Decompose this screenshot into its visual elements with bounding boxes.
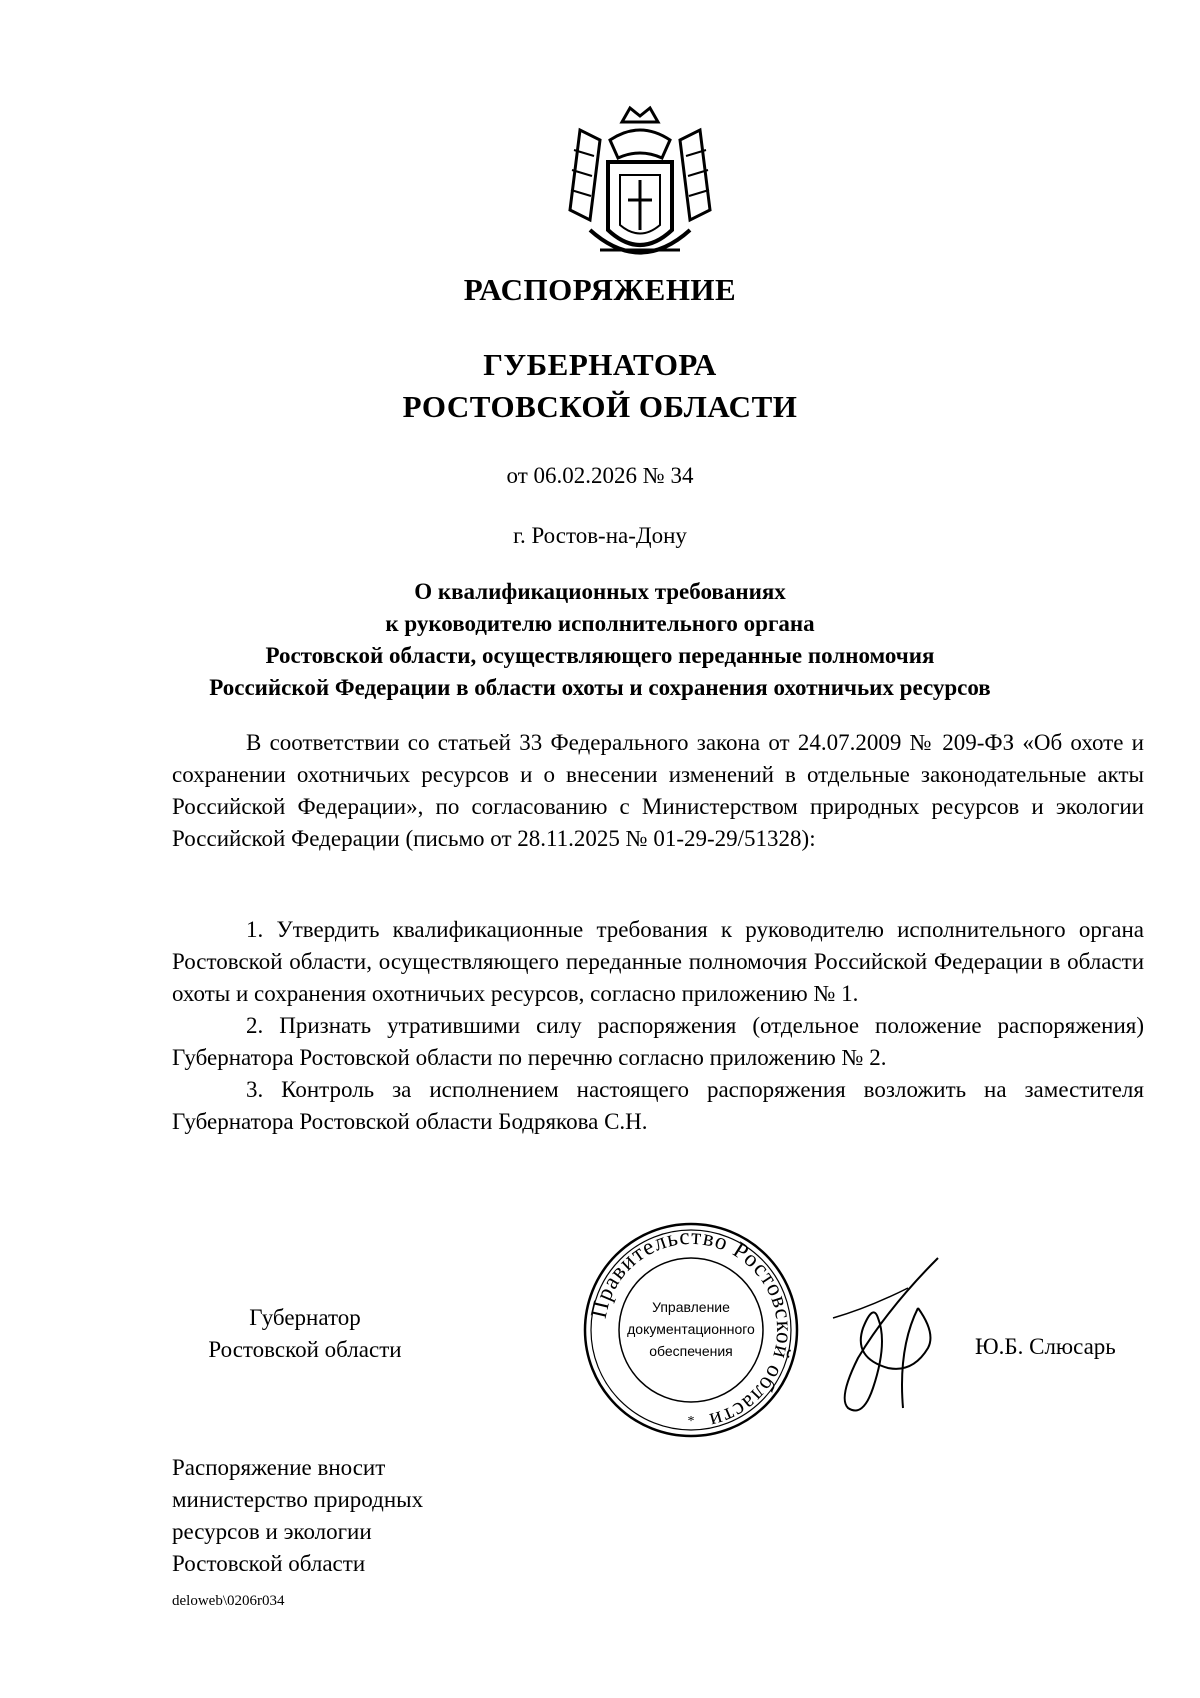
handwritten-signature <box>818 1248 958 1418</box>
signatory-position <box>170 1302 440 1366</box>
items-block <box>172 914 1144 1138</box>
stamp-center-line-1: Управление <box>652 1299 730 1315</box>
issuer-line-2: РОСТОВСКОЙ ОБЛАСТИ <box>402 389 798 424</box>
document-id: deloweb\0206r034 <box>172 1593 285 1609</box>
issuer-line-1: ГУБЕРНАТОРА <box>483 347 717 382</box>
subject-line-3: Ростовской области, осуществляющего переданные полномочия <box>265 643 935 668</box>
svg-text:*: * <box>687 1414 695 1429</box>
item-1: 1. Утвердить квалификационные требования к руководителю исполнительного органа Ростовской области, осуществляющего переданные полномочия Российской Федерации в области охоты и сохранения охотничьих ресурсов, согласно приложению № 1. <box>172 917 1144 1006</box>
item-3: 3. Контроль за исполнением настоящего распоряжения возложить на заместителя Губернатора Ростовской области Бодрякова С.Н. <box>172 1077 1144 1134</box>
subject-line-2: к руководителю исполнительного органа <box>385 611 815 636</box>
official-stamp <box>581 1220 801 1440</box>
submitted-line-1: Распоряжение вносит <box>172 1455 386 1480</box>
subject-line-4: Российской Федерации в области охоты и сохранения охотничьих ресурсов <box>209 675 991 700</box>
signatory-name: Ю.Б. Слюсарь <box>975 1334 1116 1359</box>
submitted-line-2: министерство природных <box>172 1487 424 1512</box>
subject-line-1: О квалификационных требованиях <box>414 579 786 604</box>
preamble-paragraph <box>172 727 1144 855</box>
date-number: от 06.02.2026 № 34 <box>506 463 694 488</box>
submitted-line-4: Ростовской области <box>172 1551 366 1576</box>
stamp-center-line-3: обеспечения <box>649 1343 733 1359</box>
item-2: 2. Признать утратившими силу распоряжения (отдельное положение распоряжения) Губернатора Ростовской области по перечню согласно приложению № 2. <box>172 1013 1144 1070</box>
city: г. Ростов-на-Дону <box>513 523 687 548</box>
coat-of-arms-icon <box>560 100 720 280</box>
position-line-1: Губернатор <box>249 1305 361 1330</box>
document-type-title: РАСПОРЯЖЕНИЕ <box>463 272 737 307</box>
submitted-by-block <box>172 1452 423 1580</box>
position-line-2: Ростовской области <box>208 1337 402 1362</box>
preamble-text: В соответствии со статьей 33 Федерального закона от 24.07.2009 № 209-ФЗ «Об охоте и сохранении охотничьих ресурсов и о внесении изменений в отдельные законодательные акты Российской Федерации», по согласованию с Министерством природных ресурсов и экологии Российской Федерации (письмо от 28.11.2025 № 01-29-29/51328): <box>172 730 1144 851</box>
stamp-center-line-2: документационного <box>627 1321 755 1337</box>
submitted-line-3: ресурсов и экологии <box>172 1519 372 1544</box>
stamp-ring-text: Правительство Ростовской области <box>585 1223 798 1434</box>
